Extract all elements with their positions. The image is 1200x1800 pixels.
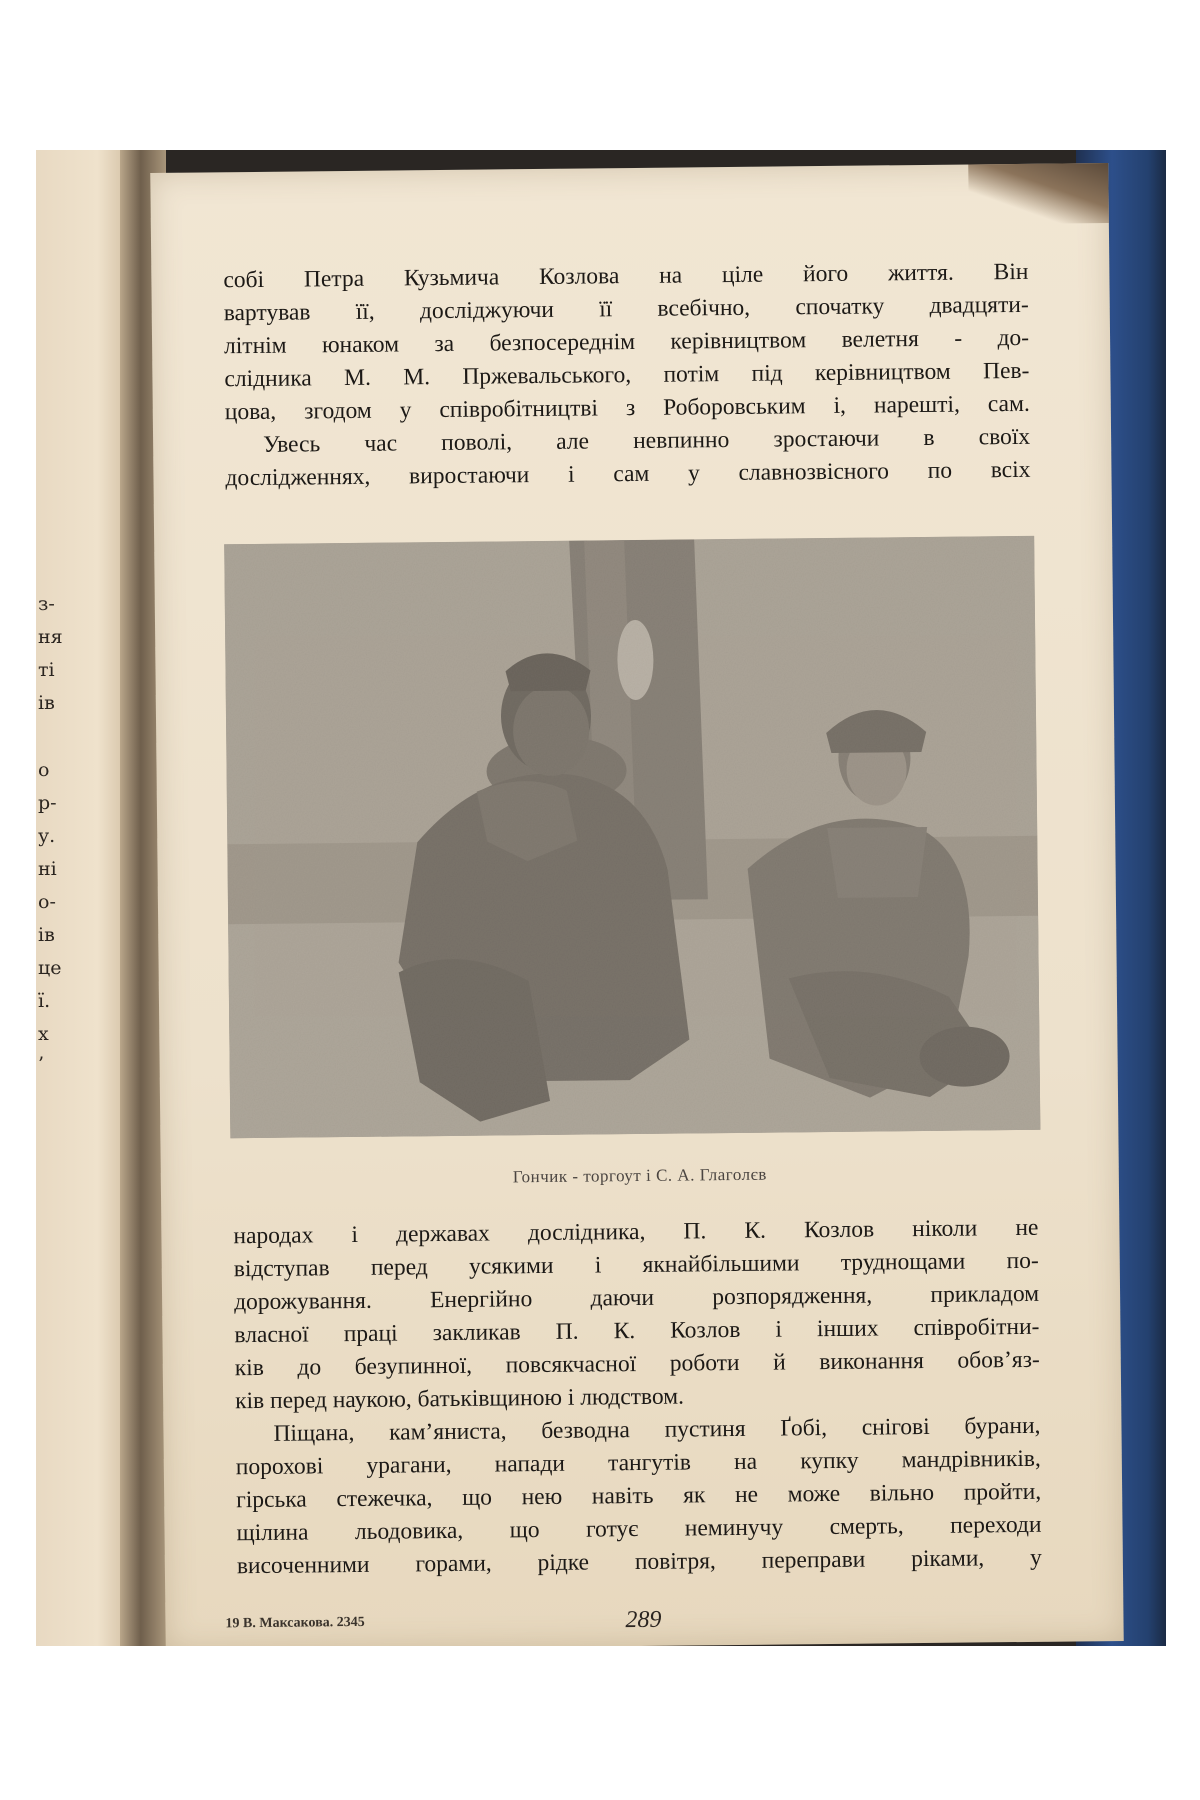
text-line: відступав перед усякими і якнайбільшими труднощами по- bbox=[233, 1247, 1039, 1283]
left-page-fragment: у. bbox=[38, 825, 56, 847]
left-page-fragment: ня bbox=[38, 626, 63, 648]
left-page bbox=[36, 150, 124, 1646]
text-line: дослідженнях, виростаючи і сам у славнозвісного по всіх bbox=[225, 456, 1031, 492]
page-number: 289 bbox=[625, 1606, 662, 1634]
text-line: цова, згодом у співробітництві з Роборовським і, нарешті, сам. bbox=[224, 390, 1030, 426]
text-line: слідника М. М. Пржевальського, потім під керівництвом Пев- bbox=[224, 357, 1030, 393]
top-paragraph bbox=[223, 256, 1030, 495]
text-line: вартував її, досліджуючи її всебічно, спочатку двадцяти- bbox=[223, 291, 1029, 327]
text-line: гірська стежечка, що нею навіть як не може вільно пройти, bbox=[236, 1478, 1042, 1514]
right-page bbox=[150, 163, 1123, 1646]
left-page-fragment: ї. bbox=[38, 990, 51, 1012]
left-page-fragment: з- bbox=[38, 593, 55, 615]
text-line: ків перед наукою, батьківщиною і людством. bbox=[235, 1383, 685, 1415]
text-line: Піщана, кам’яниста, безводна пустиня Ґобі, снігові бурани, bbox=[273, 1412, 1041, 1447]
left-page-fragment: ів bbox=[38, 924, 55, 946]
historical-photograph bbox=[224, 536, 1040, 1138]
text-line: собі Петра Кузьмича Козлова на ціле його життя. Він bbox=[223, 258, 1029, 294]
left-page-fragment: ті bbox=[38, 659, 55, 681]
figure-caption: Гончик - торгоут і С. А. Глаголєв bbox=[512, 1164, 767, 1187]
left-page-fragment: х bbox=[38, 1023, 49, 1045]
torn-corner bbox=[968, 163, 1109, 224]
text-line: щілина льодовика, що готує неминучу смерть, переходи bbox=[236, 1511, 1042, 1547]
text-line: дорожування. Енергійно даючи розпорядження, прикладом bbox=[233, 1280, 1040, 1316]
printer-signature: 19 В. Максакова. 2345 bbox=[225, 1614, 365, 1632]
left-page-fragment: ів bbox=[38, 692, 55, 714]
text-line: порохові урагани, напади тангутів на купку мандрівників, bbox=[235, 1445, 1041, 1481]
text-line: ків до безупинної, повсякчасної роботи й виконання обов’яз- bbox=[234, 1346, 1040, 1382]
left-page-fragment: ’ bbox=[38, 1053, 45, 1075]
left-page-fragment: р- bbox=[38, 792, 57, 814]
photograph-illustration bbox=[224, 536, 1040, 1138]
left-page-fragment: о bbox=[38, 759, 50, 781]
left-page-fragment: це bbox=[38, 957, 62, 979]
bottom-paragraph bbox=[233, 1212, 1042, 1583]
book-photo bbox=[36, 150, 1166, 1646]
text-line: Увесь час поволі, але невпинно зростаючи в своїх bbox=[263, 423, 1031, 458]
text-line: височенними горами, рідке повітря, переправи ріками, у bbox=[236, 1544, 1042, 1580]
left-page-fragment: о- bbox=[38, 891, 56, 913]
text-line: народах і державах дослідника, П. К. Козлов ніколи не bbox=[233, 1214, 1039, 1250]
text-line: літнім юнаком за безпосереднім керівництвом велетня - до- bbox=[223, 324, 1030, 360]
left-page-fragment: ні bbox=[38, 858, 57, 880]
text-line: власної праці закликав П. К. Козлов і інших співробітни- bbox=[234, 1313, 1040, 1349]
